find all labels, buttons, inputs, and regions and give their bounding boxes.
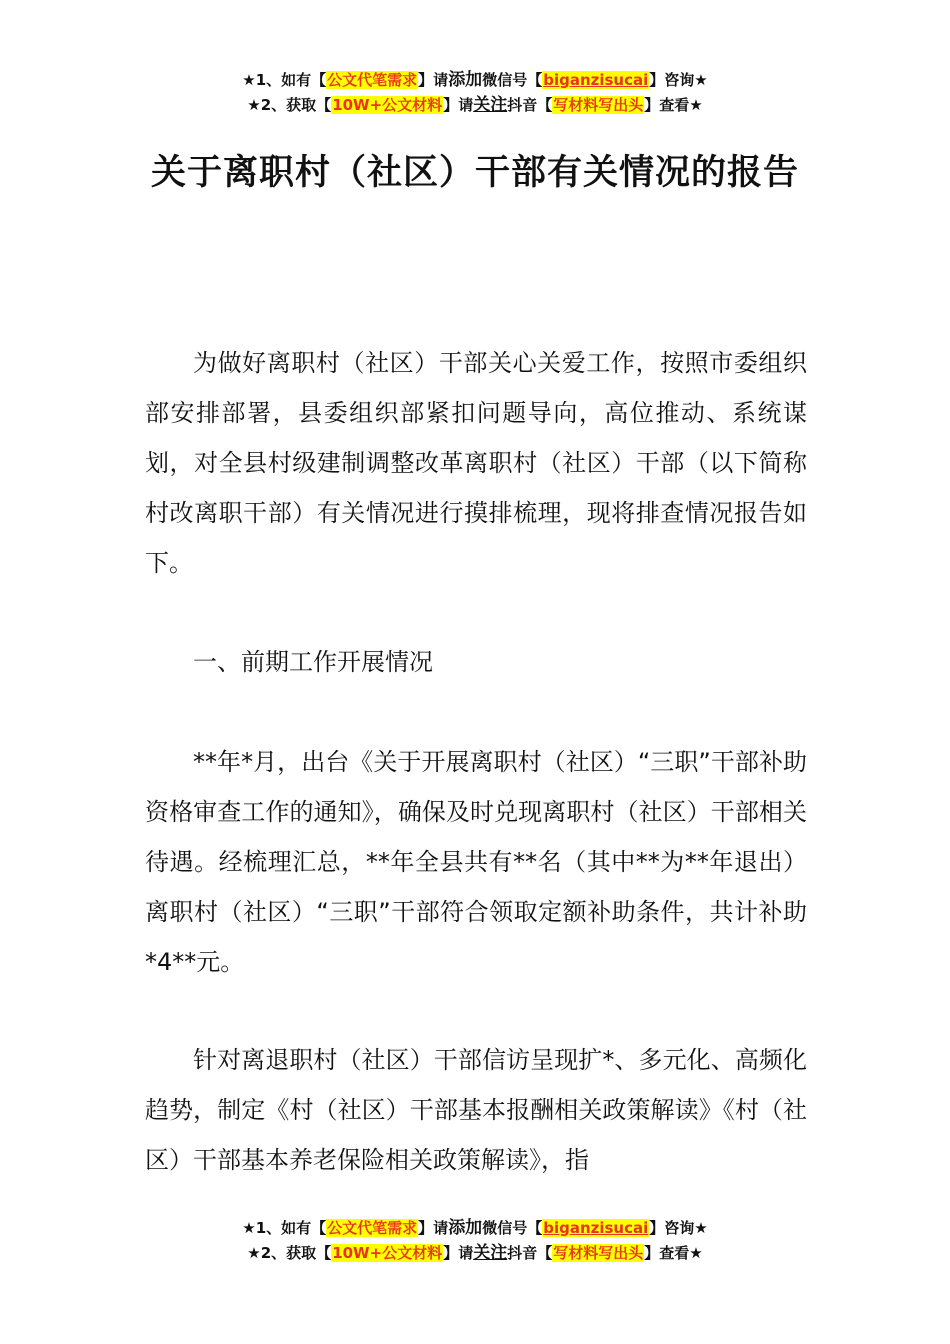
banner-emphasis: 关注 bbox=[473, 95, 508, 115]
footer-banner bbox=[0, 1216, 950, 1266]
body-paragraph: 为做好离职村（社区）干部关心关爱工作，按照市委组织部安排部署，县委组织部紧扣问题导向，高位推动、系统谋划，对全县村级建制调整改革离职村（社区）干部（以下简称村改离职干部）有关情况进行摸排梳理，现将排查情况报告如下。 bbox=[145, 349, 807, 577]
banner-text: ★1、如有【 bbox=[242, 1219, 327, 1237]
banner-text: 】请 bbox=[418, 71, 449, 89]
banner-text: ★1、如有【 bbox=[242, 71, 327, 89]
banner-highlight: 写材料写出头 bbox=[553, 96, 644, 114]
section-heading: 一、前期工作开展情况 bbox=[193, 648, 433, 676]
banner-text: ★2、获取【 bbox=[247, 1244, 332, 1262]
banner-text: 】请 bbox=[443, 96, 474, 114]
banner-text: 】咨询★ bbox=[649, 1219, 708, 1237]
banner-highlight: 公文代笔需求 bbox=[327, 71, 418, 89]
banner-wechat-id: biganzisucai bbox=[543, 71, 649, 89]
banner-text: 抖音【 bbox=[507, 1244, 553, 1262]
banner-emphasis: 添加 bbox=[448, 1218, 483, 1238]
banner-text: 】咨询★ bbox=[649, 71, 708, 89]
banner-line-2 bbox=[0, 1241, 950, 1266]
banner-wechat-id: biganzisucai bbox=[543, 1219, 649, 1237]
banner-text: 】请 bbox=[418, 1219, 449, 1237]
document-title: 关于离职村（社区）干部有关情况的报告 bbox=[150, 153, 799, 193]
banner-text: 微信号【 bbox=[482, 1219, 543, 1237]
banner-highlight: 公文代笔需求 bbox=[327, 1219, 418, 1237]
banner-highlight: 写材料写出头 bbox=[553, 1244, 644, 1262]
banner-highlight: 10W+公文材料 bbox=[332, 96, 443, 114]
banner-text: 】查看★ bbox=[644, 1244, 703, 1262]
banner-emphasis: 关注 bbox=[473, 1243, 508, 1263]
banner-text: ★2、获取【 bbox=[247, 96, 332, 114]
banner-line-2 bbox=[0, 93, 950, 118]
banner-text: 微信号【 bbox=[482, 71, 543, 89]
banner-text: 】查看★ bbox=[644, 96, 703, 114]
banner-line-1 bbox=[0, 1216, 950, 1241]
header-banner bbox=[0, 68, 950, 118]
body-paragraph: **年*月，出台《关于开展离职村（社区）“三职”干部补助资格审查工作的通知》，确保及时兑现离职村（社区）干部相关待遇。经梳理汇总，**年全县共有**名（其中**为**年退出）离职村（社区）“三职”干部符合领取定额补助条件，共计补助*4**元。 bbox=[145, 748, 807, 976]
banner-text: 】请 bbox=[443, 1244, 474, 1262]
banner-line-1 bbox=[0, 68, 950, 93]
banner-highlight: 10W+公文材料 bbox=[332, 1244, 443, 1262]
banner-emphasis: 添加 bbox=[448, 70, 483, 90]
banner-text: 抖音【 bbox=[507, 96, 553, 114]
body-paragraph: 针对离退职村（社区）干部信访呈现扩*、多元化、高频化趋势，制定《村（社区）干部基本报酬相关政策解读》《村（社区）干部基本养老保险相关政策解读》，指 bbox=[145, 1046, 807, 1174]
